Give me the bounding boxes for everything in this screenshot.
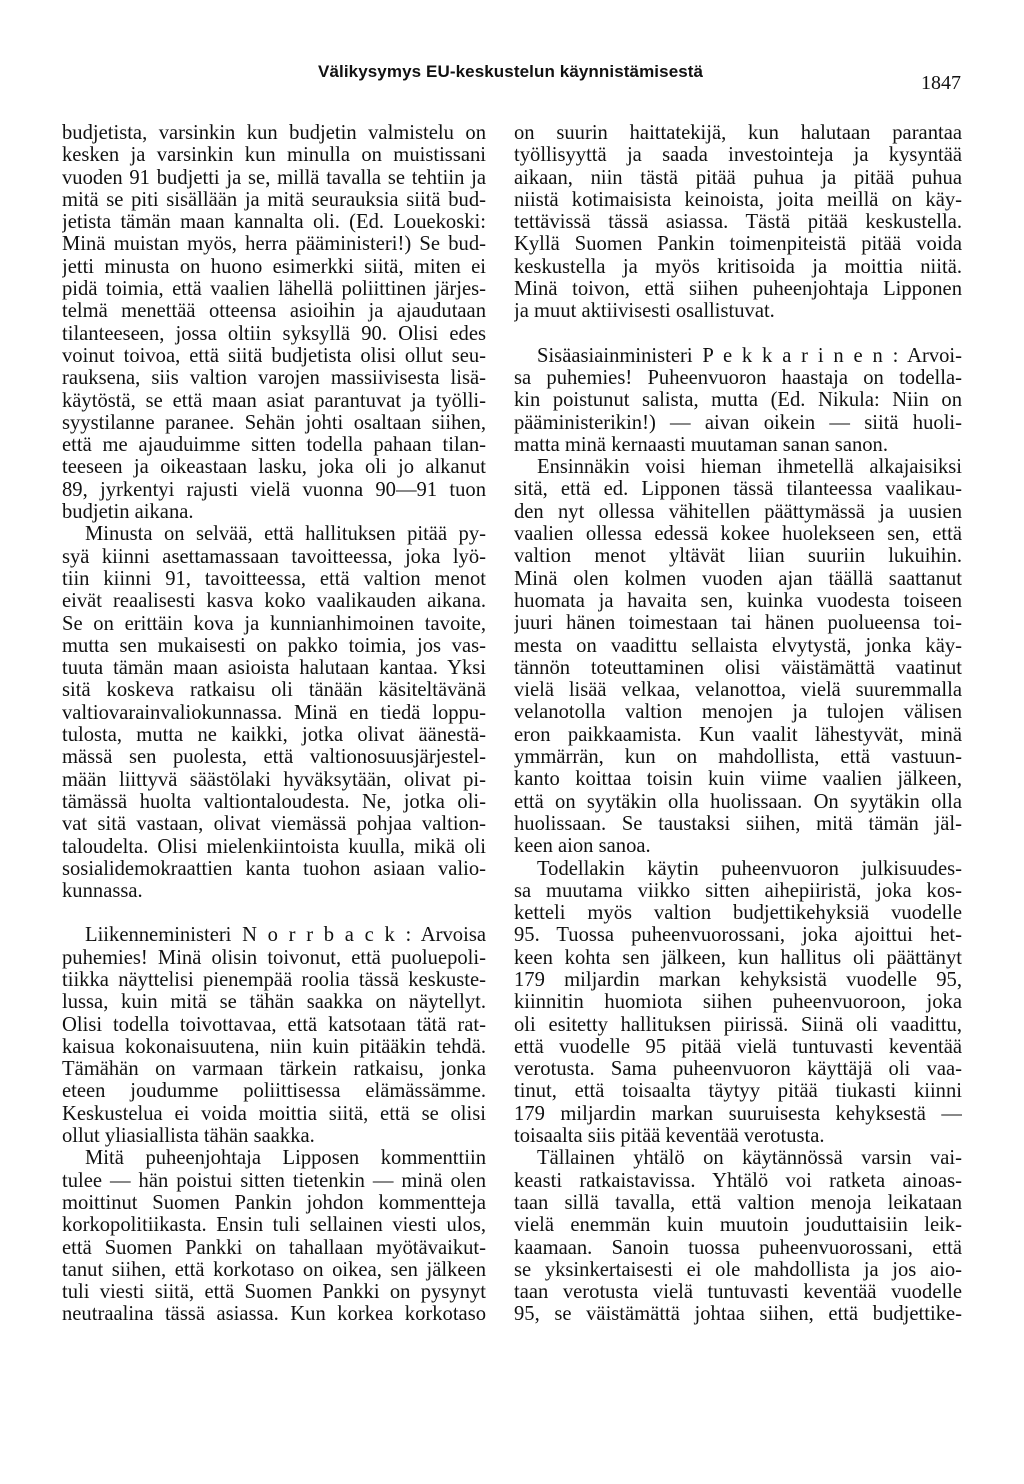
text-line: Tällainen yhtälö on käytännössä varsin vai- — [537, 1147, 962, 1170]
text-line: kanto koittaa toisin kuin viime vaalien jälkeen, — [514, 768, 962, 791]
text-line: tännön toteuttaminen olisi väistämättä vaatinut — [514, 656, 962, 679]
text-line: käytöstä, se että maan asiat parantuvat ja työlli- — [62, 389, 486, 412]
text-line: sitä koskeva ratkaisu oli tänään käsiteltävänä — [62, 679, 486, 702]
text-line: tanut siihen, että korkotaso on oikea, sen jälkeen — [62, 1258, 486, 1281]
running-head: Välikysymys EU-keskustelun käynnistämisestä — [318, 62, 704, 81]
text-line: aikaan, niin tästä pitää puhua ja pitää puhua — [514, 166, 962, 189]
text-line: Keskustelua ei voida moittia siitä, että se olisi — [62, 1102, 486, 1125]
text-line: kin poistunut salista, mutta (Ed. Nikula: Niin on — [514, 389, 962, 412]
text-line: mitä se piti sisällään ja mitä seurauksia siitä bud- — [62, 188, 486, 211]
text-line: verotusta. Sama puheenvuoron käyttäjä oli vaa- — [514, 1058, 962, 1081]
text-line: pidä toimia, että vaalien lähellä poliittinen järjes- — [62, 278, 486, 301]
paragraph-spacer — [514, 323, 962, 345]
text-line: den nyt ollessa vähitellen päättymässä ja uusien — [514, 500, 962, 523]
paragraph-spacer — [62, 902, 486, 924]
text-line: matta minä kernaasti muutaman sanan sanon. — [514, 433, 889, 456]
text-line: taan verotusta vielä tuntuvasti keventää vuodelle — [514, 1281, 962, 1304]
text-column-left — [62, 122, 486, 1326]
text-line: jetti minusta on huono esimerkki siitä, miten ei — [62, 255, 486, 278]
text-line: tettävissä tässä asiassa. Tästä pitää keskustella. — [514, 211, 962, 234]
text-line: budjetista, varsinkin kun budjetin valmistelu on — [62, 122, 486, 144]
text-line: kiinnitin huomiota siihen puheenvuoroon, joka — [514, 991, 962, 1014]
text-line: sosialidemokraattien kanta tuohon asiaan valio- — [62, 857, 486, 880]
text-line: voinut toivoa, että siitä budjetista olisi ollut seu- — [62, 344, 486, 367]
text-line: Sisäasiainministeri P e k k a r i n e n : Arvoi- — [537, 344, 962, 367]
text-line: 179 miljardin markan suuruisesta kehyksestä — — [514, 1102, 962, 1125]
text-line: puhemies! Minä olisin toivonut, että puoluepoli- — [62, 946, 486, 969]
text-line: Olisi todella toivottavaa, että katsotaan tätä rat- — [62, 1013, 486, 1036]
text-line: neutraalina tässä asiassa. Kun korkea korkotaso — [62, 1303, 486, 1326]
text-line: vielä lisää velkaa, velanottoa, vielä suuremmalla — [514, 679, 962, 702]
text-line: mesta on vaadittu sellaista elvytystä, jonka käy- — [514, 634, 962, 657]
text-line: moittinut Suomen Pankin johdon kommentteja — [62, 1191, 486, 1214]
text-line: taloudelta. Olisi mielenkiintoista kuulla, mikä oli — [62, 835, 486, 858]
text-line: valtiovarainvaliokunnassa. Minä en tiedä loppu- — [62, 701, 486, 724]
text-line: eivät reaalisesti kasva koko vaalikauden aikana. — [62, 590, 486, 613]
text-line: mutta sen mukaisesti on pakko toimia, jos vas- — [62, 634, 486, 657]
text-line: Mitä puheenjohtaja Lipposen kommenttiin — [85, 1147, 486, 1170]
text-line: Kyllä Suomen Pankin toimenpiteistä pitää voida — [514, 233, 962, 256]
text-line: Minusta on selvää, että hallituksen pitää py- — [85, 523, 486, 546]
text-line: syystilanne paranee. Sehän johti osaltaan siihen, — [62, 411, 486, 434]
text-column-right — [514, 122, 962, 1326]
text-line: keskustella ja myös kritisoida ja moittia niitä. — [514, 255, 962, 278]
text-line: 89, jyrkentyi rajusti vielä vuonna 90—91 tuon — [62, 478, 486, 501]
text-line: tinut, että toisaalta täytyy pitää tiukasti kiinni — [514, 1080, 962, 1103]
text-line: 95. Tuossa puheenvuorossani, joka ajoittui het- — [514, 924, 962, 947]
text-line: että vuodelle 95 pitää vielä tuntuvasti keventää — [514, 1035, 962, 1058]
text-line: että me ajauduimme sitten todella pahaan tilan- — [62, 434, 486, 457]
text-line: se yksinkertaisesti ei ole mahdollista ja jos aio- — [514, 1258, 962, 1281]
text-line: niistä kotimaisista keinoista, joita meillä on käy- — [514, 188, 962, 211]
text-line: tuli viesti siitä, että Suomen Pankki on pysynyt — [62, 1281, 486, 1304]
page-number: 1847 — [921, 72, 961, 94]
text-line: eron paikkaamista. Kun vaalit lähestyvät, minä — [514, 723, 962, 746]
text-line: sa puhemies! Puheenvuoron haastaja on todella- — [514, 366, 962, 389]
text-line: Ensinnäkin voisi hieman ihmetellä alkajaisiksi — [537, 456, 962, 479]
text-line: keen kohta sen jälkeen, kun hallitus oli päättänyt — [514, 946, 962, 969]
text-line: vat sitä vastaan, olivat viemässä pohjaa valtion- — [62, 813, 486, 836]
text-line: kaamaan. Sanoin tuossa puheenvuorossani, että — [514, 1236, 962, 1259]
text-line: juuri hänen toimestaan tai hänen puolueensa toi- — [514, 612, 962, 635]
text-line: ketteli myös valtion budjettikehyksiä vuodelle — [514, 902, 962, 925]
text-line: rauksena, siis valtion varojen massiivisesta lisä- — [62, 367, 486, 390]
text-line: taan sillä tavalla, että valtion menoja leikataan — [514, 1191, 962, 1214]
text-line: mässä sen puolesta, että valtionosuusjärjestel- — [62, 746, 486, 769]
text-line: kaisua kokonaisuutena, niin kuin pitääkin tehdä. — [62, 1035, 486, 1058]
text-line: että on syytäkin olla huolissaan. On syytäkin olla — [514, 790, 962, 813]
text-line: eteen joudumme poliittisessa elämässämme. — [62, 1080, 486, 1103]
text-line: Tämähän on varmaan tärkein ratkaisu, jonka — [62, 1058, 486, 1081]
text-line: tiikka näyttelisi pienempää roolia tässä keskuste- — [62, 968, 486, 991]
text-line: jetista tämän maan kannalta oli. (Ed. Louekoski: — [62, 211, 486, 234]
text-line: tilanteeseen, jossa oltiin syksyllä 90. Olisi edes — [62, 322, 486, 345]
text-line: lussa, kuin mitä se tähän saakka on näytellyt. — [62, 991, 486, 1014]
text-line: tiin kiinni 91, tavoitteessa, että valtion menot — [62, 567, 486, 590]
text-line: teeseen ja oikeastaan lasku, joka oli jo alkanut — [62, 456, 486, 479]
text-line: keasti ratkaistavissa. Yhtälö voi ratketa ainoas- — [514, 1169, 962, 1192]
text-line: budjetin aikana. — [62, 501, 194, 524]
text-line: Se on erittäin kova ja kunnianhimoinen tavoite, — [62, 612, 486, 635]
text-line: Todellakin käytin puheenvuoron julkisuudes- — [537, 857, 962, 880]
text-line: vaalien ollessa edessä kokee huolekseen sen, että — [514, 523, 962, 546]
text-line: että Suomen Pankki on tahallaan myötävaikut- — [62, 1236, 486, 1259]
text-line: mään liittyvä säästölaki hyväksytään, olivat pi- — [62, 768, 486, 791]
text-line: tulosta, mutta ne kaikki, jotka olivat äänestä- — [62, 724, 486, 747]
text-line: Liikenneministeri N o r r b a c k : Arvoisa — [85, 924, 486, 947]
text-line: on suurin haittatekijä, kun halutaan parantaa — [514, 122, 962, 144]
text-line: sitä, että ed. Lipponen tässä tilanteessa vaalikau- — [514, 478, 962, 501]
text-line: kesken ja varsinkin kun minulla on muistissani — [62, 144, 486, 167]
text-line: ymmärrän, kun on mahdollista, että vastuun- — [514, 746, 962, 769]
text-line: ollut yliasiallista tähän saakka. — [62, 1125, 315, 1148]
text-line: tuuta tämän maan asioista halutaan kantaa. Yksi — [62, 657, 486, 680]
text-line: 95, se väistämättä johtaa siihen, että budjettike- — [514, 1303, 962, 1326]
text-line: sa muutama viikko sitten aihepiiristä, joka kos- — [514, 879, 962, 902]
text-line: valtion menot yltävät liian suuriin lukuihin. — [514, 545, 962, 568]
text-line: toisaalta siis pitää keventää verotusta. — [514, 1125, 825, 1148]
text-line: syä kiinni asettamassaan tavoitteessa, joka lyö- — [62, 545, 486, 568]
text-line: huomata ja havaita sen, kuinka vuodesta toiseen — [514, 589, 962, 612]
text-line: keen aion sanoa. — [514, 835, 651, 858]
text-line: oli esitetty hallituksen piirissä. Siinä oli vaadittu, — [514, 1013, 962, 1036]
text-line: Minä toivon, että siihen puheenjohtaja Lipponen — [514, 278, 962, 301]
text-line: velanotolla valtion menojen ja tulojen välisen — [514, 701, 962, 724]
text-line: vuoden 91 budjetti ja se, millä tavalla se tehtiin ja — [62, 166, 486, 189]
text-line: Minä muistan myös, herra pääministeri!) Se bud- — [62, 233, 486, 256]
text-line: korkopolitiikasta. Ensin tuli sellainen viesti ulos, — [62, 1214, 486, 1237]
text-line: kunnassa. — [62, 880, 143, 903]
text-line: tulee — hän poistui sitten tietenkin — minä olen — [62, 1169, 486, 1192]
text-line: vielä enemmän kuin muutoin jouduttaisiin leik- — [514, 1214, 962, 1237]
text-line: telmä menettää otteensa asioihin ja ajaudutaan — [62, 300, 486, 323]
text-line: pääministerikin!) — aivan oikein — siitä huoli- — [514, 411, 962, 434]
text-line: ja muut aktiivisesti osallistuvat. — [514, 300, 775, 323]
text-line: huolissaan. Se taustaksi siihen, mitä tämän jäl- — [514, 812, 962, 835]
text-line: Minä olen kolmen vuoden ajan täällä saattanut — [514, 567, 962, 590]
text-line: 179 miljardin markan kehyksistä vuodelle 95, — [514, 968, 962, 991]
text-line: tämässä huolta valtiontaloudesta. Ne, jotka oli- — [62, 790, 486, 813]
text-line: työllisyyttä ja saada investointeja ja kysyntää — [514, 144, 962, 167]
